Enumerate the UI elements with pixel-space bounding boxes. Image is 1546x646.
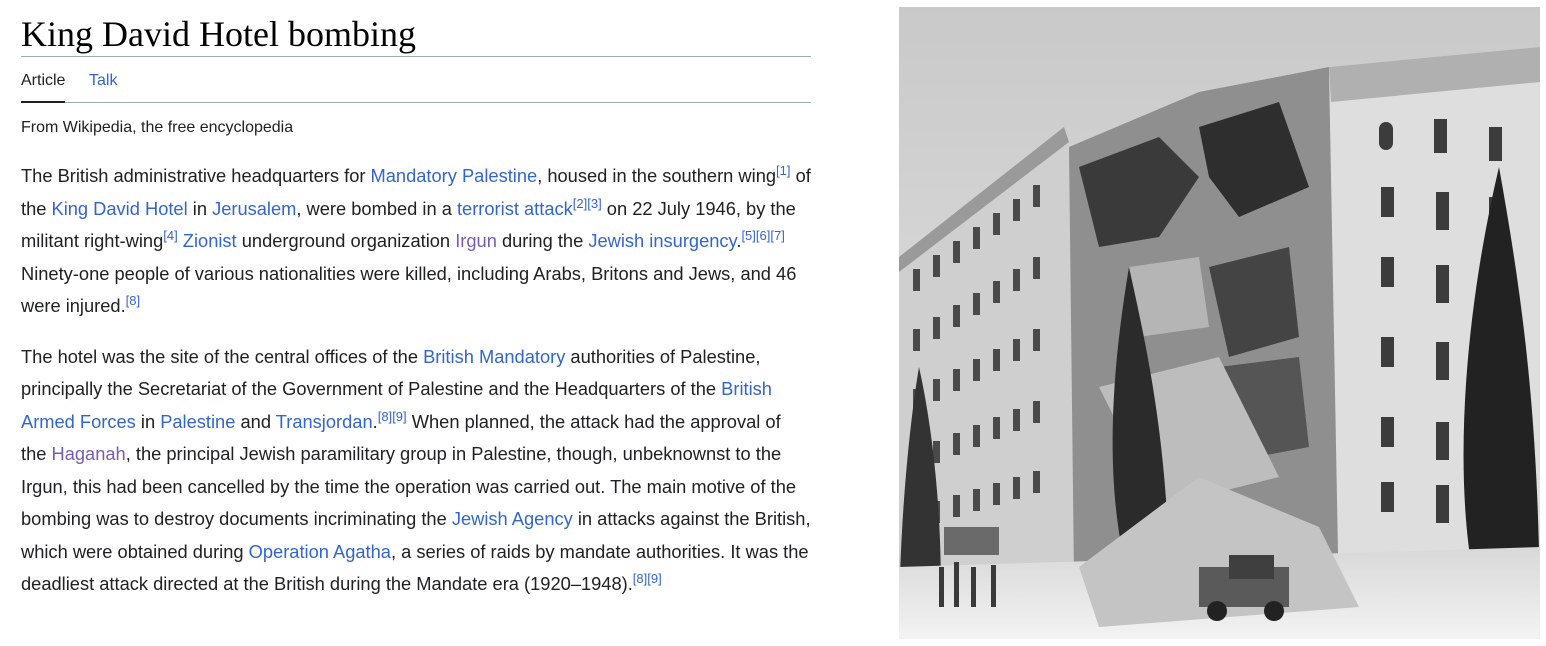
link-zionist[interactable]: Zionist (182, 230, 237, 251)
text: in attacks against the British, which were obtained during (21, 508, 811, 562)
text: . (736, 230, 742, 251)
citation-link[interactable]: [5] (741, 228, 756, 243)
citation-link[interactable]: [9] (392, 408, 407, 424)
citation (573, 196, 602, 211)
citation-link[interactable]: [8] (632, 571, 648, 586)
citation-link[interactable]: [1] (776, 163, 791, 178)
text: When planned, the attack had the approval of the (21, 410, 781, 464)
text: in (135, 410, 161, 432)
link-jewish-insurgency[interactable]: Jewish insurgency (588, 230, 737, 251)
link-jewish-agency[interactable]: Jewish Agency (451, 508, 573, 529)
citation (776, 163, 790, 178)
citation-link[interactable]: [7] (770, 228, 785, 243)
text: in (187, 197, 213, 219)
citation-link[interactable]: [8] (377, 408, 393, 424)
hotel-bombing-photo[interactable] (899, 7, 1540, 639)
link-haganah[interactable]: Haganah (51, 443, 126, 464)
text: of the (21, 165, 811, 219)
citation (126, 293, 140, 308)
text: underground organization (236, 230, 456, 251)
text: The hotel was the site of the central offices of the (21, 345, 424, 367)
page-tabs (21, 57, 811, 103)
text: , were bombed in a (296, 197, 457, 219)
site-tagline: From Wikipedia, the free encyclopedia (21, 119, 294, 136)
citation-link[interactable]: [3] (587, 195, 602, 211)
text: on 22 July 1946, by the militant right-wing (21, 197, 796, 251)
text: Ninety-one people of various nationalities were killed, including Arabs, Britons and Jews, and 46 were injured. (21, 262, 797, 316)
text: . (372, 410, 378, 432)
photo-image (899, 7, 1540, 639)
paragraph-background (21, 341, 811, 601)
link-operation-agatha[interactable]: Operation Agatha (248, 540, 391, 562)
citation-link[interactable]: [4] (163, 228, 178, 243)
tab-talk[interactable]: Talk (89, 72, 118, 89)
citation (633, 571, 662, 586)
text: , housed in the southern wing (537, 165, 777, 186)
citation-link[interactable]: [9] (647, 571, 662, 586)
text: , the principal Jewish paramilitary group in Palestine, though, unbeknownst to the Irgun, this had been cancelled by the time the operation was carried out. The main motive of the bombing was to destroy documents incriminating the (21, 443, 797, 529)
link-mandatory-palestine[interactable]: Mandatory Palestine (370, 165, 538, 186)
text: The British administrative headquarters for (21, 165, 371, 186)
citation (741, 228, 784, 243)
link-palestine[interactable]: Palestine (160, 410, 236, 432)
link-terrorist-attack[interactable]: terrorist attack (456, 197, 573, 219)
citation (163, 228, 177, 243)
text: , a series of raids by mandate authorities. It was the deadliest attack directed at the British during the Mandate era (1920–1948). (21, 540, 809, 594)
citation-link[interactable]: [2] (572, 195, 588, 211)
citation (378, 409, 407, 424)
text: during the (496, 230, 589, 251)
link-irgun[interactable]: Irgun (455, 230, 497, 251)
link-king-david-hotel[interactable]: King David Hotel (51, 197, 188, 219)
tab-article[interactable]: Article (21, 72, 66, 89)
link-british-mandatory[interactable]: British Mandatory (423, 345, 566, 367)
page-title: King David Hotel bombing (21, 0, 811, 57)
citation-link[interactable]: [8] (125, 293, 141, 308)
paragraph-intro (21, 160, 811, 323)
link-british-armed-forces[interactable]: British Armed Forces (21, 378, 772, 432)
article-content (21, 0, 811, 601)
text: and (235, 410, 276, 432)
text: authorities of Palestine, principally the Secretariat of the Government of Palestine and the Headquarters of the (21, 345, 761, 399)
link-jerusalem[interactable]: Jerusalem (212, 197, 297, 219)
link-transjordan[interactable]: Transjordan (275, 410, 373, 432)
citation-link[interactable]: [6] (755, 228, 771, 243)
